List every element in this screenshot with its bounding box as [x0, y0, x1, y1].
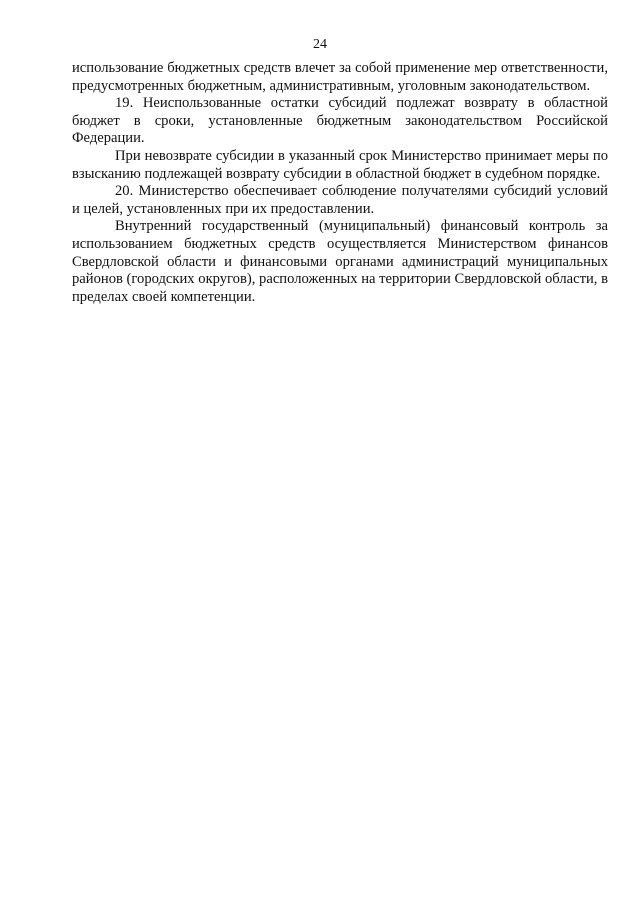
paragraph-financial-control: Внутренний государственный (муниципальный) финансовый контроль за использованием бюджетных средств осуществляется Министерством финансов Свердловской области и финансовыми органами администраций муниципальных районов (городских округов), расположенных на территории Свердловской области, в пределах своей компетенции. — [72, 218, 608, 305]
paragraph-non-return: При невозврате субсидии в указанный срок Министерство принимает меры по взысканию подлежащей возврату субсидии в областной бюджет в судебном порядке. — [72, 147, 608, 182]
paragraph-continuation: использование бюджетных средств влечет за собой применение мер ответственности, предусмотренных бюджетным, административным, уголовным законодательством. — [72, 60, 608, 94]
page-number: 24 — [313, 37, 327, 52]
paragraph-20: 20. Министерство обеспечивает соблюдение получателями субсидий условий и целей, установленных при их предоставлении. — [72, 183, 608, 217]
paragraph-19: 19. Неиспользованные остатки субсидий подлежат возврату в областной бюджет в сроки, установленные бюджетным законодательством Российской Федерации. — [72, 95, 608, 147]
document-body — [72, 60, 608, 306]
